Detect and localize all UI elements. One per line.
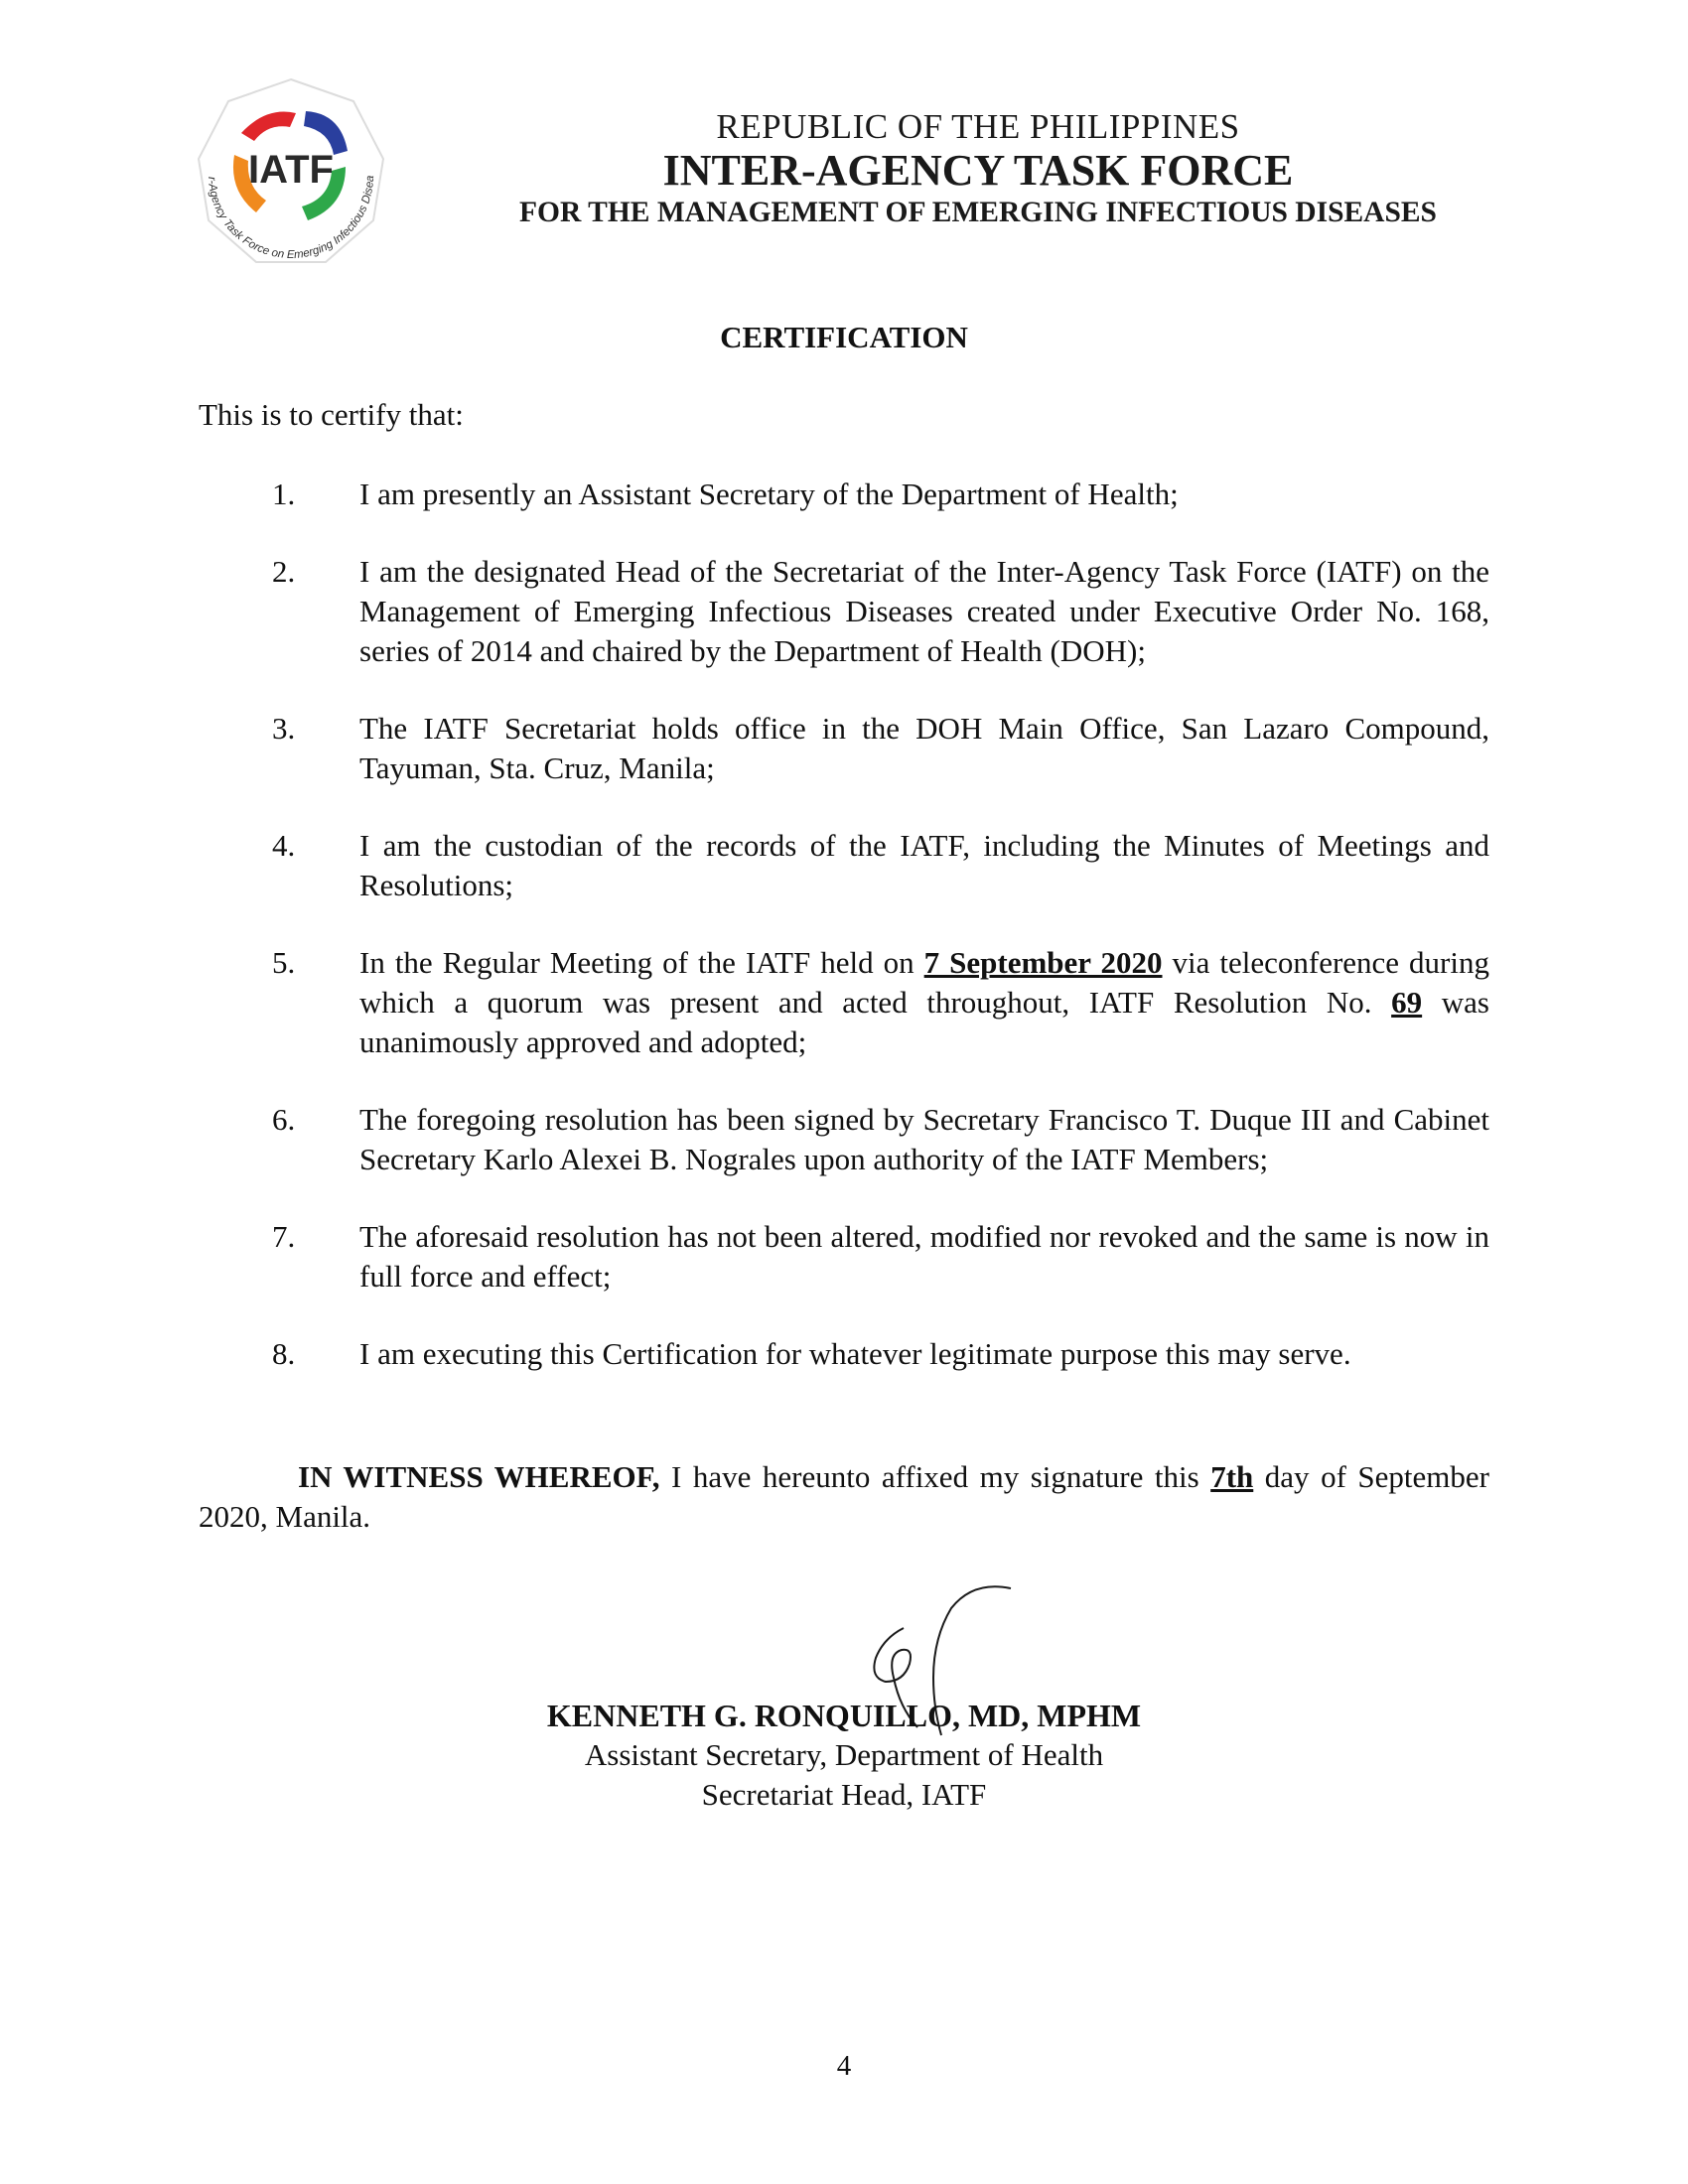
- logo-ring-text: r-Agency Task Force on Emerging Infectious Disea: [205, 175, 377, 262]
- list-item: [199, 826, 1489, 905]
- document-title: CERTIFICATION: [720, 320, 968, 354]
- letterhead: [397, 107, 1489, 230]
- meeting-date: 7 September 2020: [923, 945, 1163, 980]
- resolution-number: 69: [1391, 985, 1423, 1020]
- list-item: [199, 943, 1489, 1062]
- item-text: [359, 943, 1489, 1062]
- item-number: 1.: [272, 477, 296, 511]
- item-number: 5.: [272, 945, 296, 980]
- signer-role: Secretariat Head, IATF: [701, 1777, 987, 1812]
- witness-day: 7th: [1210, 1459, 1254, 1494]
- item-number: 6.: [272, 1102, 296, 1137]
- list-item: [199, 475, 1489, 514]
- item-text: I am presently an Assistant Secretary of the Department of Health;: [359, 477, 1179, 511]
- republic-line: REPUBLIC OF THE PHILIPPINES: [716, 107, 1240, 146]
- list-item: [199, 1217, 1489, 1297]
- item-text: The IATF Secretariat holds office in the DOH Main Office, San Lazaro Compound, Tayuman, Sta. Cruz, Manila;: [359, 711, 1489, 785]
- list-item: [199, 1100, 1489, 1179]
- certification-list: [199, 475, 1489, 1412]
- witness-text: day of September 2020, Manila.: [199, 1459, 1489, 1534]
- signer-title: Assistant Secretary, Department of Health: [584, 1737, 1104, 1772]
- agency-subtitle: FOR THE MANAGEMENT OF EMERGING INFECTIOUS DISEASES: [519, 197, 1437, 228]
- logo-text: IATF: [248, 148, 334, 192]
- list-item: [199, 1334, 1489, 1374]
- list-item: [199, 552, 1489, 671]
- item-text-part: via teleconference during which a quorum was present and acted throughout, IATF Resolution No.: [359, 945, 1489, 1020]
- item-number: 2.: [272, 554, 296, 589]
- signer-name: KENNETH G. RONQUILLO, MD, MPHM: [546, 1698, 1142, 1733]
- item-number: 4.: [272, 828, 296, 863]
- list-item: [199, 709, 1489, 788]
- item-number: 3.: [272, 711, 296, 746]
- item-number: 8.: [272, 1336, 296, 1371]
- item-text: I am the designated Head of the Secretariat of the Inter-Agency Task Force (IATF) on the Management of Emerging Infectious Diseases created under Executive Order No. 168, series of 2014 and chaired by the Department of Health (DOH);: [359, 554, 1489, 668]
- item-text: I am the custodian of the records of the IATF, including the Minutes of Meetings and Resolutions;: [359, 828, 1489, 902]
- witness-paragraph: [199, 1457, 1489, 1537]
- intro-text: This is to certify that:: [199, 397, 464, 432]
- iatf-logo: [187, 71, 395, 280]
- item-text-part: was unanimously approved and adopted;: [359, 985, 1489, 1059]
- witness-text: I have hereunto affixed my signature this: [659, 1459, 1211, 1494]
- item-number: 7.: [272, 1219, 296, 1254]
- signature-block: [0, 1696, 1688, 1815]
- item-text: I am executing this Certification for whatever legitimate purpose this may serve.: [359, 1336, 1351, 1371]
- witness-lead: IN WITNESS WHEREOF,: [298, 1459, 660, 1494]
- page-number: 4: [836, 2050, 852, 2082]
- item-text-part: In the Regular Meeting of the IATF held on: [359, 945, 924, 980]
- agency-name: INTER-AGENCY TASK FORCE: [662, 146, 1294, 195]
- item-text: The foregoing resolution has been signed by Secretary Francisco T. Duque III and Cabinet Secretary Karlo Alexei B. Nograles upon authority of the IATF Members;: [359, 1102, 1489, 1176]
- item-text: The aforesaid resolution has not been altered, modified nor revoked and the same is now in full force and effect;: [359, 1219, 1489, 1294]
